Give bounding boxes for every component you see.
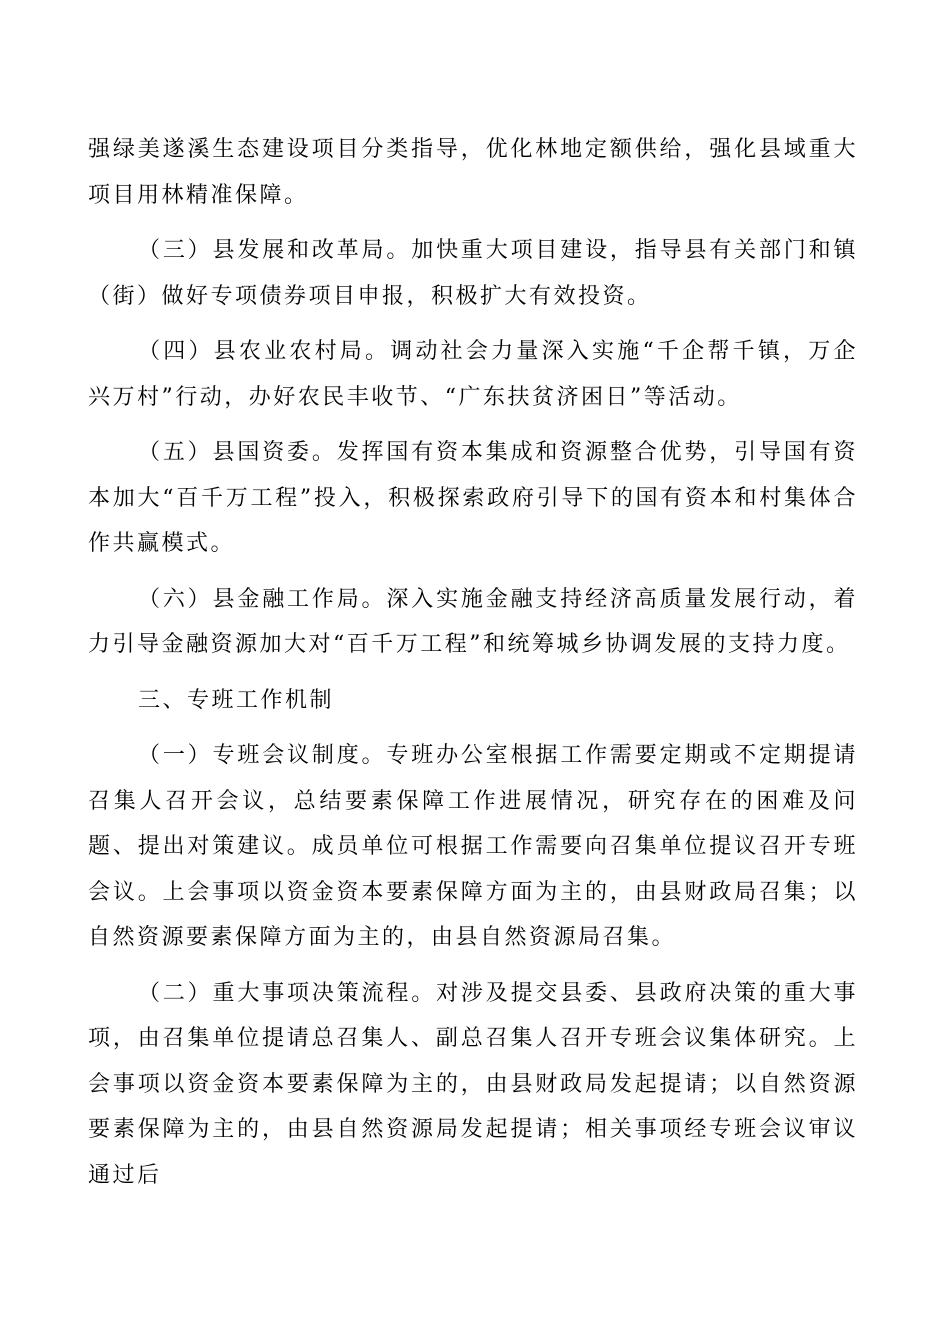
paragraph-meeting-system: （一）专班会议制度。专班办公室根据工作需要定期或不定期提请召集人召开会议，总结要素保障工作进展情况，研究存在的困难及问题、提出对策建议。成员单位可根据工作需要向召集单位提议召开专班会议。上会事项以资金资本要素保障方面为主的，由县财政局召集；以自然资源要素保障方面为主的，由县自然资源局召集。 — [88, 743, 858, 950]
paragraph-continuation: 强绿美遂溪生态建设项目分类指导，优化林地定额供给，强化县域重大项目用林精准保障。 — [88, 137, 858, 208]
section-heading: 三、专班工作机制 — [138, 687, 335, 713]
paragraph-section-6: （六）县金融工作局。深入实施金融支持经济高质量发展行动，着力引导金融资源加大对“百千万工程”和统筹城乡协调发展的支持力度。 — [88, 586, 858, 657]
paragraph-section-4: （四）县农业农村局。调动社会力量深入实施“千企帮千镇，万企兴万村”行动，办好农民丰收节、“广东扶贫济困日”等活动。 — [88, 339, 858, 410]
paragraph-section-5: （五）县国资委。发挥国有资本集成和资源整合优势，引导国有资本加大“百千万工程”投入，积极探索政府引导下的国有资本和村集体合作共赢模式。 — [88, 440, 858, 556]
paragraph-decision-process: （二）重大事项决策流程。对涉及提交县委、县政府决策的重大事项，由召集单位提请总召集人、副总召集人召开专班会议集体研究。上会事项以资金资本要素保障为主的，由县财政局发起提请；以自然资源要素保障为主的，由县自然资源局发起提请；相关事项经专班会议审议通过后 — [88, 980, 858, 1188]
paragraph-section-3: （三）县发展和改革局。加快重大项目建设，指导县有关部门和镇（街）做好专项债券项目申报，积极扩大有效投资。 — [88, 238, 858, 309]
